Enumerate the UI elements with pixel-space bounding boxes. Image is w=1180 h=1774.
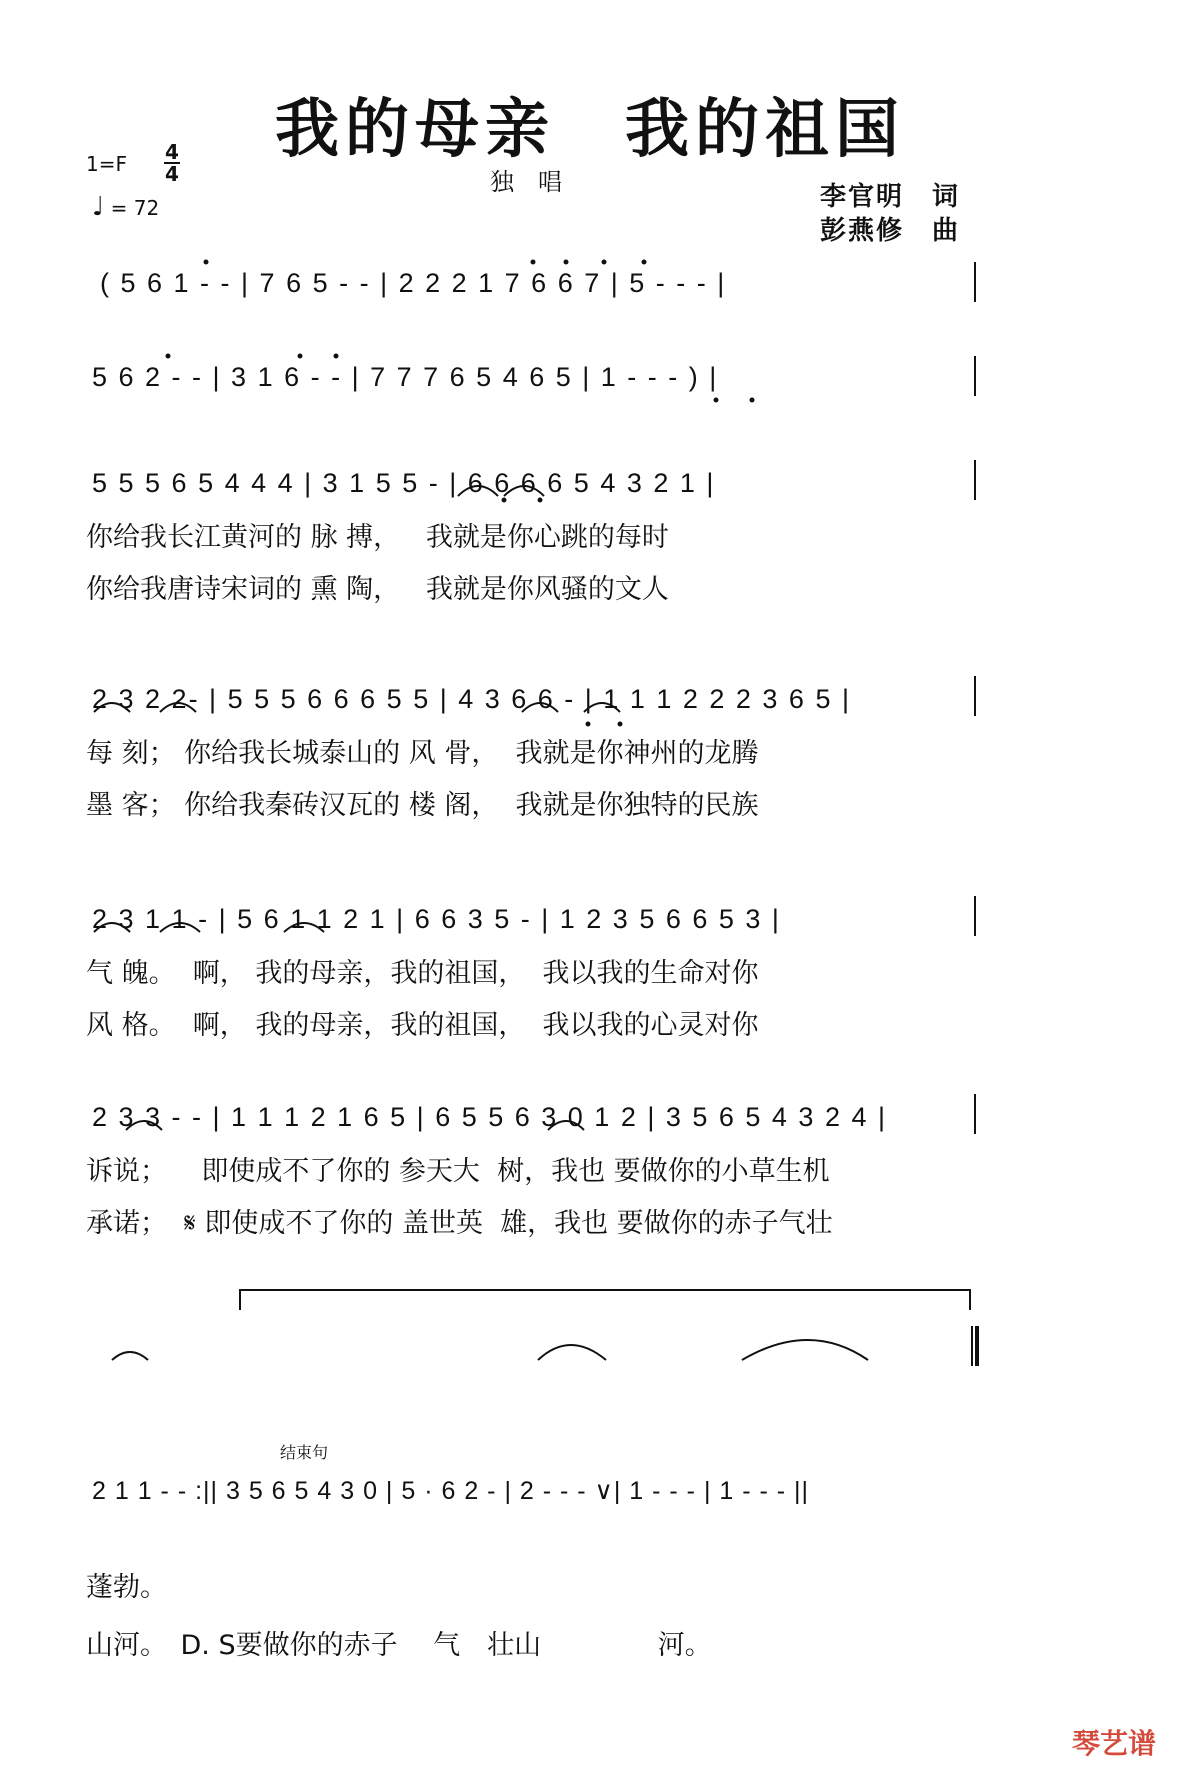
slur-mark bbox=[538, 1345, 606, 1360]
slur-mark bbox=[504, 486, 544, 496]
time-signature-bottom: 4 bbox=[165, 162, 179, 186]
slur-mark bbox=[160, 923, 200, 932]
performance-type: 独 唱 bbox=[490, 168, 562, 196]
lyric-row-4-verse-2: 墨 客； 你给我秦砖汉瓦的 楼 阁， 我就是你独特的民族 bbox=[86, 790, 759, 821]
notation-row-5: 2 3 1 1 - | 5 6 1 1 2 1 | 6 6 3 5 - | 1 2 3 5 6 6 5 3 | bbox=[92, 904, 781, 934]
slur-mark bbox=[522, 703, 558, 712]
slur-mark bbox=[112, 1352, 148, 1360]
lyric-row-7-verse-2: 山河。 D. S要做你的赤子 气 壮山 河。 bbox=[86, 1630, 712, 1661]
key-text: 1=F bbox=[86, 152, 127, 176]
lyric-row-5-verse-1: 气 魄。 啊， 我的母亲，我的祖国， 我以我的生命对你 bbox=[86, 958, 759, 989]
lyric-row-5-verse-2: 风 格。 啊， 我的母亲，我的祖国， 我以我的心灵对你 bbox=[86, 1010, 759, 1041]
lyric-row-7-verse-1: 蓬勃。 bbox=[86, 1572, 167, 1603]
lyric-row-6-verse-2: 承诺； 𝄋 即使成不了你的 盖世英 雄，我也 要做你的赤子气壮 bbox=[86, 1208, 833, 1239]
lyric-row-3-verse-1: 你给我长江黄河的 脉 搏， 我就是你心跳的每时 bbox=[86, 522, 669, 553]
slur-mark bbox=[94, 923, 130, 932]
slur-mark bbox=[94, 703, 130, 712]
slur-mark bbox=[126, 1121, 162, 1130]
notation-row-2: 5 6 2 - - | 3 1 6 - - | 7 7 7 6 5 4 6 5 | 1 - - - ) | bbox=[92, 362, 719, 392]
coda-label: 结束句 bbox=[280, 1443, 329, 1462]
notation-row-1: ( 5 6 1 - - | 7 6 5 - - | 2 2 2 1 7 6 6 7 | 5 - - - | bbox=[100, 268, 727, 298]
slur-mark bbox=[284, 923, 324, 932]
lyric-row-6-verse-1: 诉说； 即使成不了你的 参天大 树，我也 要做你的小草生机 bbox=[86, 1156, 830, 1187]
watermark-logo: 琴艺谱 bbox=[1071, 1727, 1156, 1760]
quarter-note-icon: ♩ bbox=[92, 192, 105, 222]
slur-mark bbox=[548, 1121, 584, 1130]
coda-bracket bbox=[240, 1290, 970, 1310]
composer-credit: 彭燕修 曲 bbox=[820, 216, 961, 246]
lyricist-credit: 李官明 词 bbox=[820, 182, 961, 212]
lyric-row-3-verse-2: 你给我唐诗宋词的 熏 陶， 我就是你风骚的文人 bbox=[86, 574, 669, 605]
tempo-value: = 72 bbox=[110, 196, 160, 220]
slur-mark bbox=[584, 703, 620, 712]
notation-row-7: 2 1 1 - - :|| 3 5 6 5 4 3 0 | 5 · 6 2 - | 2 - - - ∨| 1 - - - | 1 - - - || bbox=[92, 1477, 810, 1505]
time-signature-top: 4 bbox=[165, 140, 179, 164]
notation-row-6: 2 3 3 - - | 1 1 1 2 1 6 5 | 6 5 5 6 3 0 1 2 | 3 5 6 5 4 3 2 4 | bbox=[92, 1102, 888, 1132]
barlines bbox=[972, 262, 977, 1366]
notation-row-3: 5 5 5 6 5 4 4 4 | 3 1 5 5 - | 6 6 6 6 5 4 3 2 1 | bbox=[92, 468, 716, 498]
notation-row-4: 2 3 2 2- | 5 5 5 6 6 6 5 5 | 4 3 6 6 - | 1 1 1 2 2 2 3 6 5 | bbox=[92, 684, 851, 714]
song-title: 我的母亲 我的祖国 bbox=[275, 92, 905, 167]
slur-mark bbox=[160, 703, 196, 712]
slur-mark bbox=[742, 1340, 868, 1360]
slur-mark bbox=[458, 486, 498, 496]
lyric-row-4-verse-1: 每 刻； 你给我长城泰山的 风 骨， 我就是你神州的龙腾 bbox=[86, 738, 759, 769]
